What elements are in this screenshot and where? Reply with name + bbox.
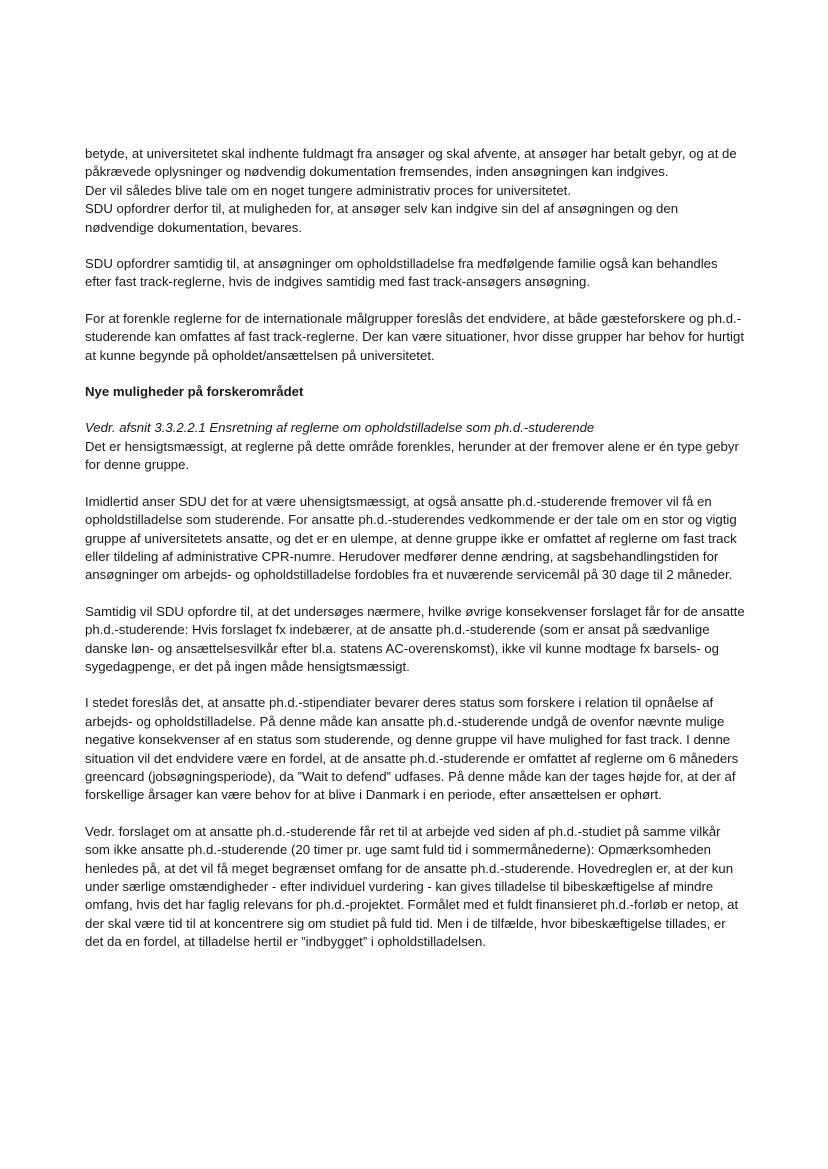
document-body bbox=[85, 145, 745, 970]
section-paragraph-2 bbox=[85, 493, 745, 585]
paragraph-3 bbox=[85, 310, 745, 365]
paragraph-text: Vedr. forslaget om at ansatte ph.d.-studerende får ret til at arbejde ved siden af ph.d.-studiet på samme vilkår som ikke ansatte ph.d.-studerende (20 timer pr. uge samt fuld tid i sommermånederne): Opmærksomheden henledes på, at det vil få meget begrænset omfang for de ansatte ph.d.-studerende. Hovedreglen er, at der kun under særlige omstændigheder - efter individuel vurdering - kan gives tilladelse til bibeskæftigelse af mindre omfang, hvis det har faglig relevans for ph.d.-projektet. Formålet med et fuldt finansieret ph.d.-forløb er netop, at der skal være tid til at koncentrere sig om studiet på fuld tid. Men i de tilfælde, hvor bibeskæftigelse tillades, er det da en fordel, at tilladelse hertil er ”indbygget” i opholdstilladelsen. bbox=[85, 823, 739, 950]
paragraph-text: Imidlertid anser SDU det for at være uhensigtsmæssigt, at også ansatte ph.d.-studerende fremover vil få en opholdstilladelse som studerende. For ansatte ph.d.-studerendes vedkommende er der tale om en stor og vigtig gruppe af universitetets ansatte, og det er en ulempe, at denne gruppe ikke er omfattet af reglerne om fast track eller tildeling af administrative CPR-numre. Herudover medfører denne ændring, at sagsbehandlingstiden for ansøgninger om arbejds- og opholdstilladelse fordobles fra et nuværende servicemål på 30 dage til 2 måneder. bbox=[85, 493, 737, 583]
section-paragraph-5 bbox=[85, 823, 745, 952]
paragraph-line: For at forenkle reglerne for de internationale målgrupper foreslås det endvidere, at både gæsteforskere og ph.d.-studerende kan omfattes af fast track-reglerne. Der kan være situationer, hvor disse grupper har behov for hurtigt at kunne begynde på opholdet/ansættelsen på universitetet. bbox=[85, 310, 744, 363]
paragraph-line: Der vil således blive tale om en noget tungere administrativ proces for universitetet. bbox=[85, 182, 571, 198]
paragraph-line: SDU opfordrer samtidig til, at ansøgninger om opholdstilladelse fra medfølgende familie også kan behandles efter fast track-reglerne, hvis de indgives samtidig med fast track-ansøgers ansøgning. bbox=[85, 256, 718, 290]
section-heading: Nye muligheder på forskerområdet bbox=[85, 384, 304, 400]
paragraph-text: I stedet foreslås det, at ansatte ph.d.-stipendiater bevarer deres status som forskere i relation til opnåelse af arbejds- og opholdstilladelse. På denne måde kan ansatte ph.d.-studerende undgå de ovenfor nævnte mulige negative konsekvenser af en status som studerende, og denne gruppe vil have mulighed for fast track. I denne situation vil det endvidere være en fordel, at de ansatte ph.d.-studerende er omfattet af reglerne om 6 måneders greencard (jobsøgningsperiode), da ”Wait to defend” udfases. På denne måde kan der tages højde for, at der af forskellige årsager kan være behov for at blive i Danmark i en periode, efter ansættelsen er ophørt. bbox=[85, 695, 739, 803]
section-intro bbox=[85, 419, 745, 474]
paragraph-text: Samtidig vil SDU opfordre til, at det undersøges nærmere, hvilke øvrige konsekvenser forslaget får for de ansatte ph.d.-studerende: Hvis forslaget fx indebærer, at de ansatte ph.d.-studerende (som er ansat på sædvanlige danske løn- og ansættelsesvilkår efter bl.a. statens AC-overenskomst), ikke vil kunne modtage fx barsels- og sygedagpenge, er det på ingen måde hensigtsmæssigt. bbox=[85, 603, 745, 674]
paragraph-2 bbox=[85, 255, 745, 292]
section-paragraph-4 bbox=[85, 694, 745, 804]
paragraph-line: SDU opfordrer derfor til, at muligheden for, at ansøger selv kan indgive sin del af ansøgningen og den nødvendige dokumentation, bevares. bbox=[85, 201, 679, 235]
section-paragraph-3 bbox=[85, 603, 745, 677]
paragraph-1 bbox=[85, 145, 745, 237]
section-paragraph-1: Det er hensigtsmæssigt, at reglerne på dette område forenkles, herunder at der fremover alene er én type gebyr for denne gruppe. bbox=[85, 438, 739, 473]
paragraph-line: betyde, at universitetet skal indhente fuldmagt fra ansøger og skal afvente, at ansøger har betalt gebyr, og at de påkrævede oplysninger og nødvendig dokumentation fremsendes, inden ansøgningen kan indgives. bbox=[85, 146, 737, 180]
section-reference: Vedr. afsnit 3.3.2.2.1 Ensretning af reglerne om opholdstilladelse som ph.d.-studerende bbox=[85, 420, 595, 436]
